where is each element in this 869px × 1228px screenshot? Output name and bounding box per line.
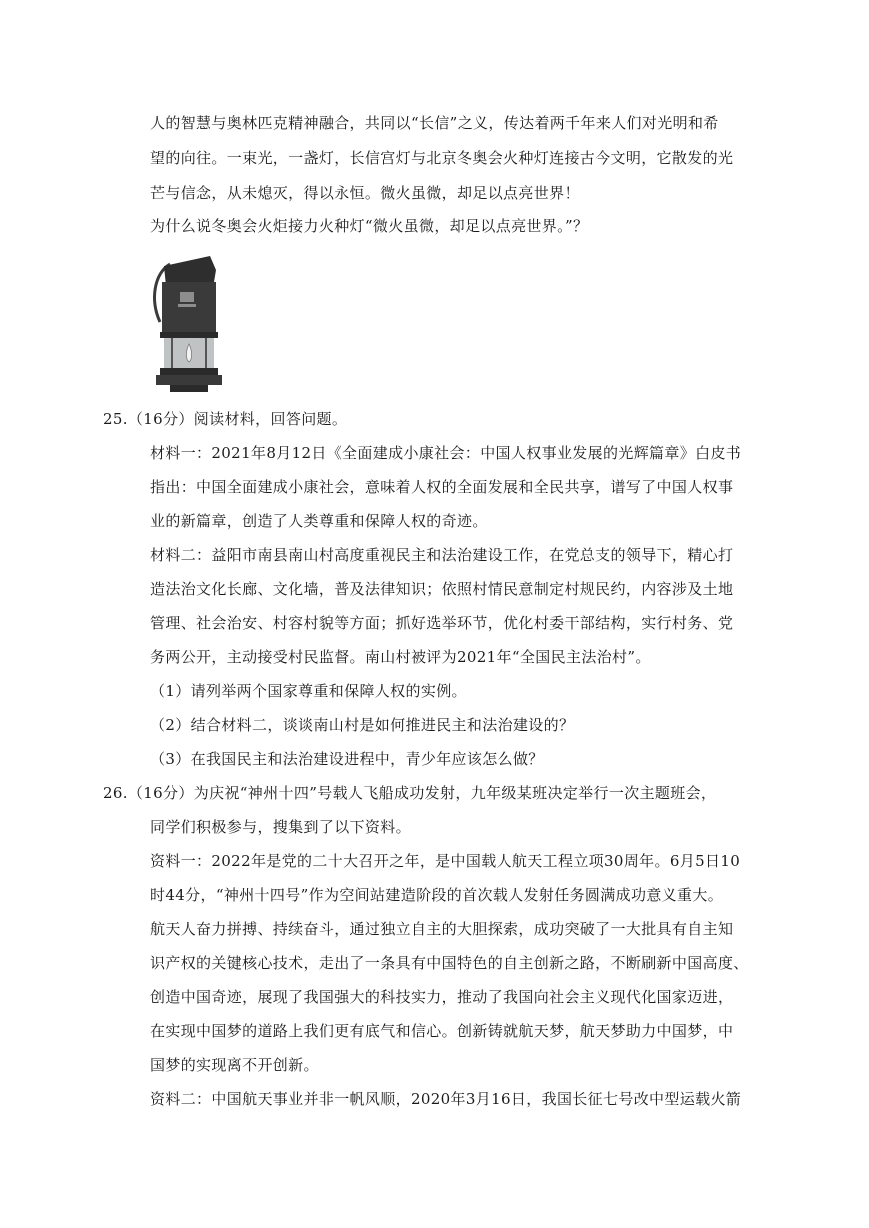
q25-material2-line-2: 造法治文化长廊、文化墙，普及法律知识；依照村情民意制定村规民约，内容涉及土地 [150, 580, 734, 598]
q24-question: 为什么说冬奥会火炬接力火种灯“微火虽微，却足以点亮世界。”？ [150, 217, 589, 235]
q25-material2-line-3: 管理、社会治安、村容村貌等方面；抓好选举环节，优化村委干部结构，实行村务、党 [150, 614, 734, 632]
q26-material1-line-2: 时44分，“神州十四号”作为空间站建造阶段的首次载人发射任务圆满成功意义重大。 [150, 886, 724, 904]
q26-material1-line-6: 在实现中国梦的道路上我们更有底气和信心。创新铸就航天梦，航天梦助力中国梦，中 [150, 1022, 734, 1040]
q26-material1-line-3: 航天人奋力拼搏、持续奋斗，通过独立自主的大胆探索，成功突破了一大批具有自主知 [150, 920, 734, 938]
q26-material2-line-1: 资料二：中国航天事业并非一帆风顺，2020年3月16日，我国长征七号改中型运载火箭 [150, 1090, 742, 1108]
q26-header-line-1: 26.（16分）为庆祝“神州十四”号载人飞船成功发射，九年级某班决定举行一次主题班会， [103, 784, 717, 802]
olympic-flame-lantern-icon [150, 252, 222, 394]
q25-material2-line-4: 务两公开，主动接受村民监督。南山村被评为2021年“全国民主法治村”。 [150, 648, 651, 666]
q26-material1-line-5: 创造中国奇迹，展现了我国强大的科技实力，推动了我国向社会主义现代化国家迈进， [150, 988, 734, 1006]
q25-subquestion-2: （2）结合材料二，谈谈南山村是如何推进民主和法治建设的？ [150, 716, 575, 734]
q26-material1-line-7: 国梦的实现离不开创新。 [150, 1056, 319, 1074]
q25-material1-line-3: 业的新篇章，创造了人类尊重和保障人权的奇迹。 [150, 512, 488, 530]
intro-line-3: 芒与信念，从未熄灭，得以永恒。微火虽微，却足以点亮世界！ [150, 184, 580, 202]
q25-header: 25.（16分）阅读材料，回答问题。 [103, 410, 348, 428]
q25-subquestion-1: （1）请列举两个国家尊重和保障人权的实例。 [150, 682, 467, 700]
q25-subquestion-3: （3）在我国民主和法治建设进程中，青少年应该怎么做？ [150, 750, 544, 768]
intro-line-2: 望的向往。一束光，一盏灯，长信宫灯与北京冬奥会火种灯连接古今文明，它散发的光 [150, 149, 734, 167]
q26-material1-line-1: 资料一：2022年是党的二十大召开之年，是中国载人航天工程立项30周年。6月5日10 [150, 852, 741, 870]
q25-material1-line-1: 材料一：2021年8月12日《全面建成小康社会：中国人权事业发展的光辉篇章》白皮书 [150, 444, 742, 462]
q26-header-line-2: 同学们积极参与，搜集到了以下资料。 [150, 818, 411, 836]
intro-line-1: 人的智慧与奥林匹克精神融合，共同以“长信”之义，传达着两千年来人们对光明和希 [150, 114, 719, 132]
q25-material2-line-1: 材料二：益阳市南县南山村高度重视民主和法治建设工作，在党总支的领导下，精心打 [150, 546, 734, 564]
q25-material1-line-2: 指出：中国全面建成小康社会，意味着人权的全面发展和全民共享，谱写了中国人权事 [150, 478, 734, 496]
q26-material1-line-4: 识产权的关键核心技术，走出了一条具有中国特色的自主创新之路，不断刷新中国高度、 [150, 954, 749, 972]
